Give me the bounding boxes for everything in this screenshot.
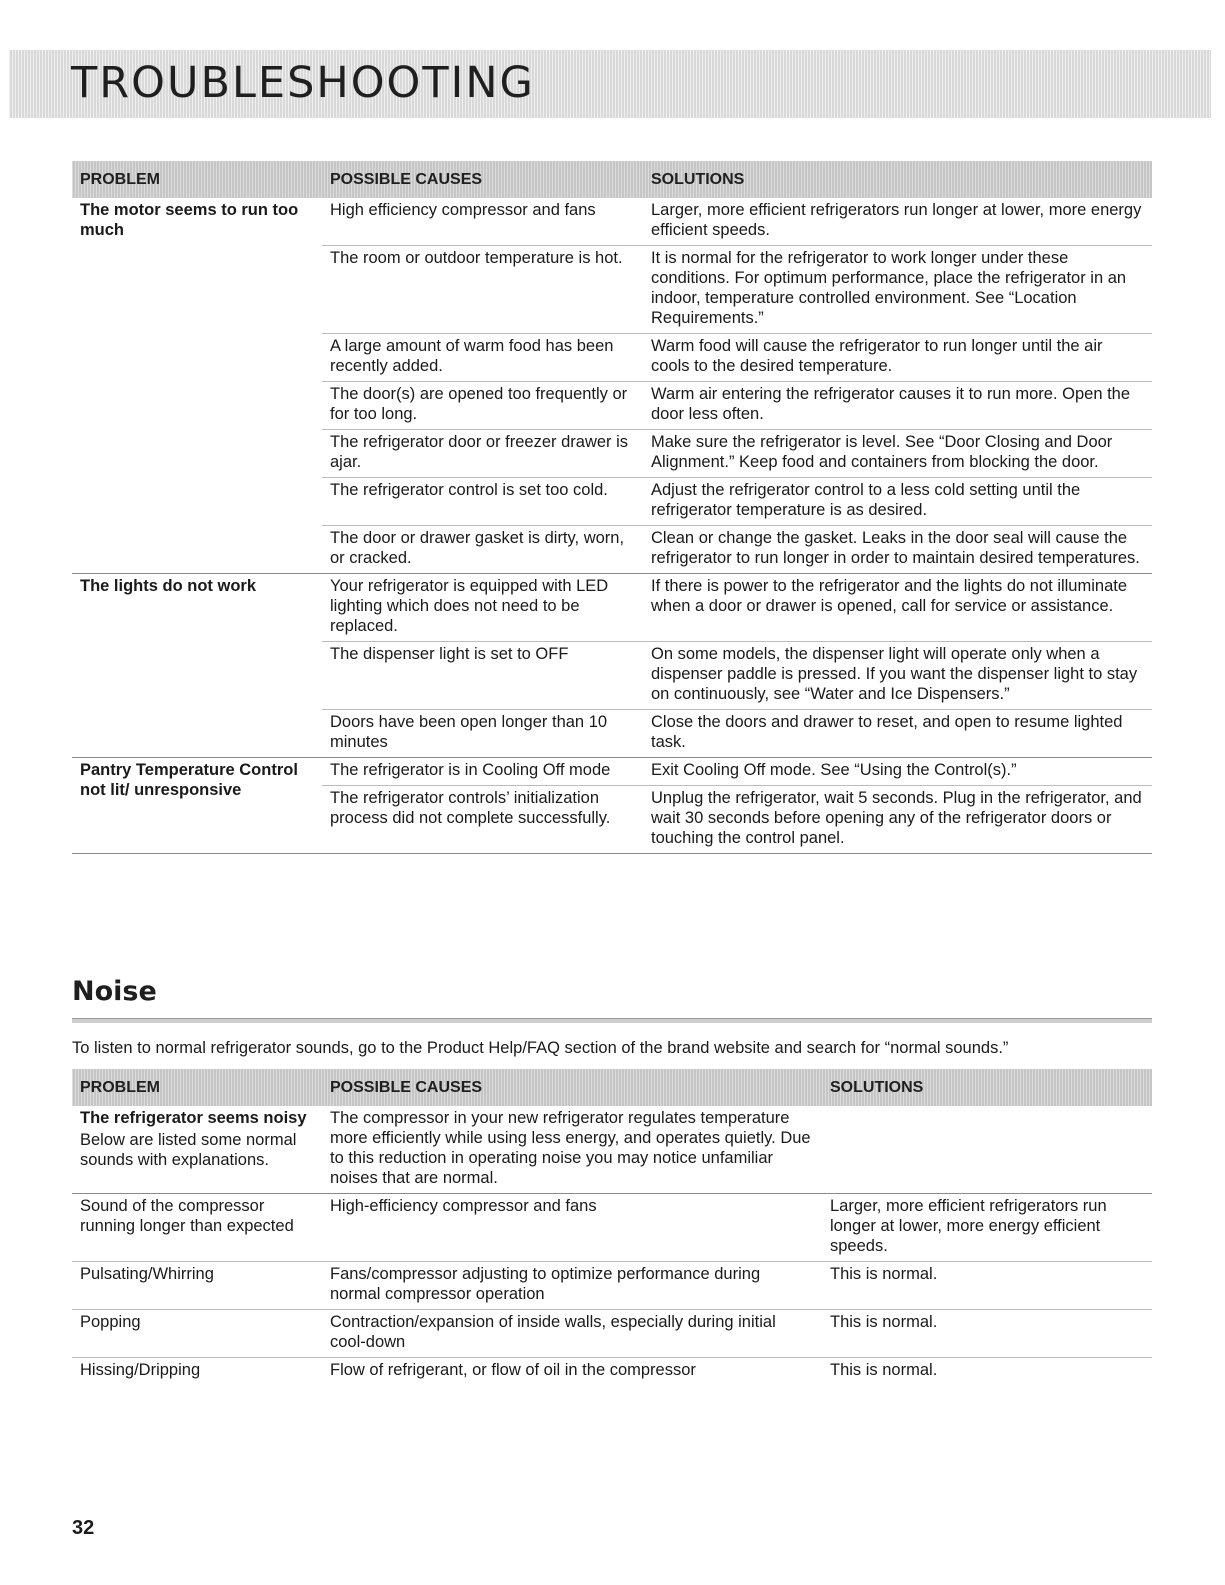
- solution-cell: Warm food will cause the refrigerator to run longer until the air cools to the desired temperature.: [651, 337, 1103, 375]
- problem-title: Pantry Temperature Control not lit/ unresponsive: [80, 761, 298, 799]
- column-header-solutions: SOLUTIONS: [830, 1078, 924, 1096]
- solution-cell: Clean or change the gasket. Leaks in the door seal will cause the refrigerator to run longer in order to maintain desired temperatures.: [651, 529, 1140, 567]
- table-row: [322, 429, 1152, 477]
- cause-cell: Contraction/expansion of inside walls, especially during initial cool-down: [330, 1313, 776, 1351]
- table-row: [72, 1262, 1152, 1310]
- problem-group: [72, 574, 1152, 758]
- problem-group: [72, 198, 1152, 574]
- cause-cell: Doors have been open longer than 10 minutes: [330, 713, 608, 751]
- problem-title: The lights do not work: [80, 577, 256, 595]
- cause-cell: The door(s) are opened too frequently or for too long.: [330, 385, 628, 423]
- cause-cell: The refrigerator is in Cooling Off mode: [330, 761, 611, 779]
- solution-cell: It is normal for the refrigerator to work longer under these conditions. For optimum performance, place the refrigerator in an indoor, temperature controlled environment. See “Location Requirements.”: [651, 249, 1127, 327]
- column-header-causes: POSSIBLE CAUSES: [330, 1078, 483, 1096]
- troubleshooting-table: [72, 161, 1152, 854]
- column-header-problem: PROBLEM: [80, 1078, 160, 1096]
- problem-cell: [72, 1108, 322, 1188]
- table-row: [322, 574, 1152, 641]
- cause-cell: High-efficiency compressor and fans: [330, 1197, 597, 1215]
- table-row: [72, 1106, 1152, 1194]
- solution-cell: This is normal.: [830, 1361, 938, 1379]
- table-row: [322, 709, 1152, 757]
- problem-note: Below are listed some normal sounds with explanations.: [80, 1131, 297, 1169]
- table-header: [72, 1069, 1152, 1106]
- problem-cell: Hissing/Dripping: [80, 1361, 201, 1379]
- problem-cell: [72, 574, 322, 757]
- table-row: [322, 477, 1152, 525]
- section-banner: [9, 50, 1211, 118]
- solution-cell: Make sure the refrigerator is level. See “Door Closing and Door Alignment.” Keep food and containers from blocking the door.: [651, 433, 1113, 471]
- solution-cell: Adjust the refrigerator control to a less cold setting until the refrigerator temperature is as desired.: [651, 481, 1081, 519]
- solution-cell: On some models, the dispenser light will operate only when a dispenser paddle is pressed. If you want the dispenser light to stay on continuously, see “Water and Ice Dispensers.”: [651, 645, 1138, 703]
- cause-cell: The room or outdoor temperature is hot.: [330, 249, 623, 267]
- cause-cell: A large amount of warm food has been recently added.: [330, 337, 614, 375]
- table-row: [72, 1310, 1152, 1358]
- table-row: [322, 758, 1152, 785]
- table-row: [322, 641, 1152, 709]
- table-header: [72, 161, 1152, 198]
- table-row: [322, 333, 1152, 381]
- table-row: [322, 381, 1152, 429]
- cause-cell: The refrigerator door or freezer drawer is ajar.: [330, 433, 629, 471]
- solution-cell: Close the doors and drawer to reset, and open to resume lighted task.: [651, 713, 1123, 751]
- problem-cell: [72, 758, 322, 853]
- problem-cell: Pulsating/Whirring: [80, 1265, 214, 1283]
- problem-group: [72, 758, 1152, 854]
- solution-cell: Larger, more efficient refrigerators run longer at lower, more energy efficient speeds.: [830, 1197, 1107, 1255]
- cause-cell: Fans/compressor adjusting to optimize performance during normal compressor operation: [330, 1265, 761, 1303]
- solution-cell: Warm air entering the refrigerator causes it to run more. Open the door less often.: [651, 385, 1131, 423]
- table-row: [72, 1194, 1152, 1262]
- problem-cell: Sound of the compressor running longer than expected: [80, 1197, 294, 1235]
- table-row: [322, 525, 1152, 573]
- cause-cell: The door or drawer gasket is dirty, worn, or cracked.: [330, 529, 625, 567]
- cause-cell: The compressor in your new refrigerator regulates temperature more efficiently while using less energy, and operates quietly. Due to this reduction in operating noise you may notice unfamiliar noises that are normal.: [330, 1109, 811, 1187]
- cause-cell: Flow of refrigerant, or flow of oil in the compressor: [330, 1361, 696, 1379]
- page-title: TROUBLESHOOTING: [71, 58, 535, 108]
- table-row: [322, 198, 1152, 245]
- cause-cell: Your refrigerator is equipped with LED lighting which does not need to be replaced.: [330, 577, 609, 635]
- solution-cell: This is normal.: [830, 1313, 938, 1331]
- section-title-noise: Noise: [72, 976, 157, 1007]
- table-row: [322, 245, 1152, 333]
- cause-cell: The refrigerator controls’ initialization process did not complete successfully.: [330, 789, 611, 827]
- table-row: [72, 1358, 1152, 1385]
- page-number: 32: [72, 1517, 95, 1539]
- column-header-causes: POSSIBLE CAUSES: [330, 170, 483, 188]
- column-header-solutions: SOLUTIONS: [651, 170, 745, 188]
- cause-cell: The dispenser light is set to OFF: [330, 645, 569, 663]
- section-divider: [72, 1018, 1152, 1023]
- problem-cell: [72, 198, 322, 573]
- problem-title: The motor seems to run too much: [80, 201, 299, 239]
- solution-cell: Unplug the refrigerator, wait 5 seconds. Plug in the refrigerator, and wait 30 seconds before opening any of the refrigerator doors or touching the control panel.: [651, 789, 1142, 847]
- noise-intro-text: To listen to normal refrigerator sounds, go to the Product Help/FAQ section of the brand website and search for “normal sounds.”: [72, 1039, 1009, 1057]
- solution-cell: Larger, more efficient refrigerators run longer at lower, more energy efficient speeds.: [651, 201, 1142, 239]
- problem-cell: Popping: [80, 1313, 141, 1331]
- solution-cell: If there is power to the refrigerator and the lights do not illuminate when a door or drawer is opened, call for service or assistance.: [651, 577, 1128, 615]
- solution-cell: [822, 1108, 1152, 1188]
- column-header-problem: PROBLEM: [80, 170, 160, 188]
- solution-cell: Exit Cooling Off mode. See “Using the Control(s).”: [651, 761, 1017, 779]
- solution-cell: This is normal.: [830, 1265, 938, 1283]
- noise-table: [72, 1069, 1152, 1385]
- cause-cell: High efficiency compressor and fans: [330, 201, 596, 219]
- table-row: [322, 785, 1152, 853]
- cause-cell: The refrigerator control is set too cold.: [330, 481, 608, 499]
- problem-title: The refrigerator seems noisy: [80, 1109, 307, 1127]
